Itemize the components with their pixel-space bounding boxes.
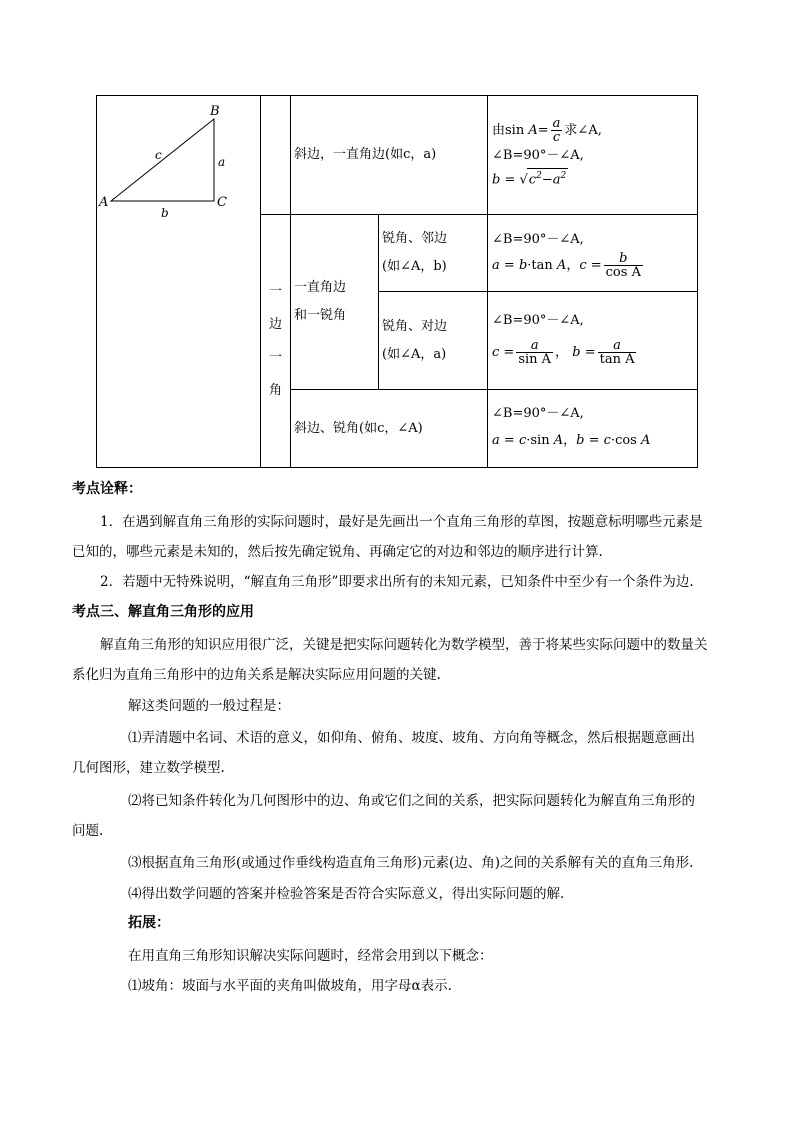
extension-heading: 拓展： <box>128 915 170 931</box>
solution-table <box>96 95 698 468</box>
side-label-b: b <box>161 206 169 220</box>
group-label-one-side-one-angle: 一 边 一 角 <box>261 215 291 468</box>
side-label-c: c <box>155 148 162 162</box>
sub2-result: ∠B=90°－∠A, c = $\frac{a}{\text{sin A}}$ ， b = $\frac{a}{\text{tan A}}$ <box>488 292 698 390</box>
section1-p1-line2: 已知的，哪些元素是未知的，然后按先确定锐角、再确定它的对边和邻边的顺序进行计算. <box>72 544 603 560</box>
vertex-label-c: C <box>217 195 227 210</box>
row1-result-line1: 由sin A= $\frac{a}{c}$ 求∠A, <box>492 116 602 146</box>
empty-cell <box>261 96 291 215</box>
step3: ⑶根据直角三角形(或通过作垂线构造直角三角形)元素(边、角)之间的关系解有关的直角三角形. <box>128 855 694 871</box>
step1-line2: 几何图形，建立数学模型. <box>72 760 225 776</box>
fraction-b-over-cosA: $\frac{b}{\text{cos A}}$ <box>605 250 641 280</box>
fraction-a-over-c: $\frac{a}{c}$ <box>552 116 561 146</box>
section1-p1-line1: 1．在遇到解直角三角形的实际问题时，最好是先画出一个直角三角形的草图，按题意标明哪些元素是 <box>100 514 703 530</box>
triangle-diagram-cell <box>97 96 261 468</box>
sub2-condition: 锐角、对边 (如∠A，a) <box>379 292 488 390</box>
sub1-condition: 锐角、邻边 (如∠A，b) <box>379 215 488 292</box>
section2-p1-line1: 解直角三角形的知识应用很广泛，关键是把实际问题转化为数学模型，善于将某些实际问题中的数量关 <box>100 637 708 653</box>
sqrt-expression: $c^2-a^2$ <box>527 168 568 187</box>
section2-p2: 解这类问题的一般过程是： <box>128 698 290 714</box>
section2-p1-line2: 系化归为直角三角形中的边角关系是解决实际应用问题的关键. <box>72 667 441 683</box>
sub1-result: ∠B=90°－∠A, a = b·tan A，c = $\frac{b}{\text{cos A}}$ <box>488 215 698 292</box>
step1-line1: ⑴弄清题中名词、术语的意义，如仰角、俯角、坡度、坡角、方向角等概念，然后根据题意画出 <box>128 730 695 746</box>
group-condition: 一直角边 和一锐角 <box>291 215 379 390</box>
step4: ⑷得出数学问题的答案并检验答案是否符合实际意义，得出实际问题的解. <box>128 886 565 902</box>
side-label-a: a <box>218 155 226 169</box>
step2-line1: ⑵将已知条件转化为几何图形中的边、角或它们之间的关系，把实际问题转化为解直角三角形的 <box>128 793 695 809</box>
fraction-a-over-sinA: $\frac{a}{\text{sin A}}$ <box>518 337 552 367</box>
row1-result <box>488 96 698 215</box>
extension-item1: ⑴坡角：坡面与水平面的夹角叫做坡角，用字母α表示. <box>128 978 452 994</box>
extension-paragraph: 在用直角三角形知识解决实际问题时，经常会用到以下概念： <box>128 948 493 964</box>
row1-result-line2: ∠B=90°－∠A, <box>492 148 584 164</box>
row1-condition: 斜边，一直角边(如c，a) <box>291 96 488 215</box>
vertex-label-b: B <box>210 104 220 119</box>
section1-heading: 考点诠释： <box>72 481 142 497</box>
section1-p2: 2．若题中无特殊说明，“解直角三角形”即要求出所有的未知元素，已知条件中至少有一个条件为边. <box>100 574 694 590</box>
right-triangle-diagram <box>97 96 261 226</box>
row1-result-line3: $b = √c^2-a^2$ <box>492 168 697 192</box>
fraction-a-over-tanA: $\frac{a}{\text{tan A}}$ <box>599 337 635 367</box>
row3-condition: 斜边、锐角(如c，∠A) <box>291 390 488 468</box>
step2-line2: 问题. <box>72 823 104 839</box>
section2-heading: 考点三、解直角三角形的应用 <box>72 604 254 620</box>
row3-result: ∠B=90°－∠A, a = c·sin A，b = c·cos A <box>488 390 698 468</box>
vertex-label-a: A <box>99 195 109 210</box>
